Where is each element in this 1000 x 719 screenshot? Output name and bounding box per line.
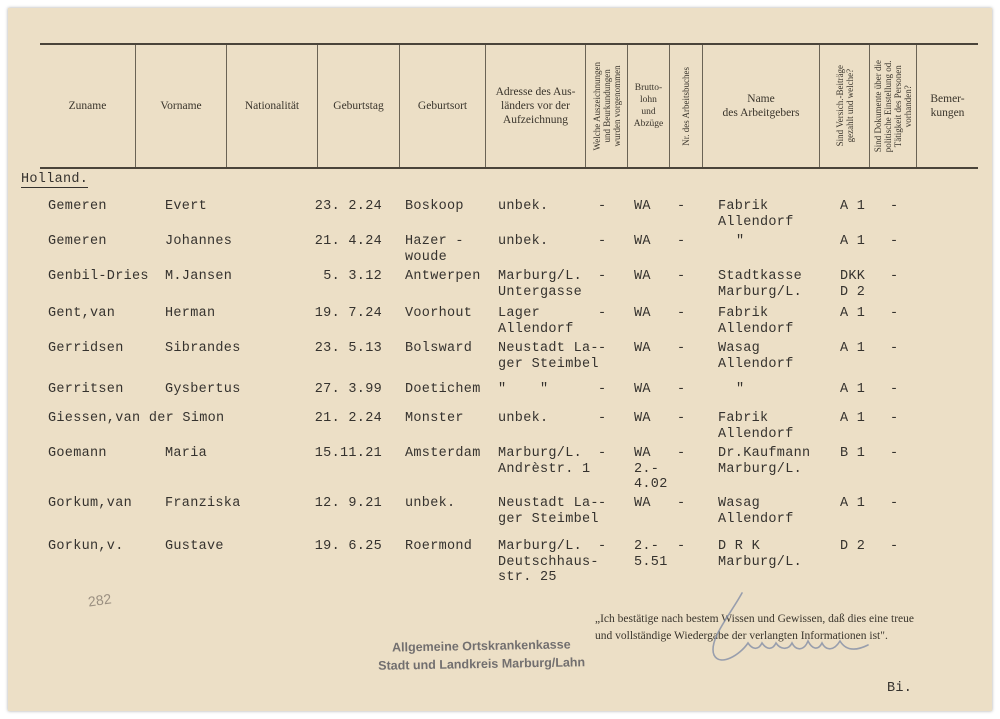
cell-nr: - [677, 199, 686, 214]
cell-brutto: WA [634, 382, 651, 397]
cell-arbeitgeber: Dr.Kaufmann Marburg/L. [718, 446, 811, 477]
header-geburtstag: Geburtstag [317, 45, 399, 167]
cell-geburtsort: Roermond [405, 539, 473, 554]
cell-arbeitgeber: " [736, 234, 745, 249]
cell-brutto: WA [634, 234, 651, 249]
cell-vorname: Maria [165, 446, 208, 461]
cell-geburtstag: 15.11.21 [314, 446, 382, 461]
cell-nr: - [677, 446, 686, 461]
header-dokumente-cell [869, 45, 916, 167]
cell-geburtsort: Antwerpen [405, 269, 481, 284]
cell-ausz: - [598, 341, 607, 356]
header-dokumente: Sind Dokumente über die politische Einstellung od. Tätigkeit des Personen vorhanden? [873, 59, 913, 153]
cell-nr: - [677, 382, 686, 397]
cell-ausz: - [598, 306, 607, 321]
cell-adresse: Neustadt La- ger Steimbel [498, 496, 599, 527]
cell-vorname: Evert [165, 199, 208, 214]
cell-beitrag: DKK D 2 [840, 269, 866, 300]
cell-arbeitgeber: D R K Marburg/L. [718, 539, 803, 570]
cell-arbeitgeber: Fabrik Allendorf [718, 411, 794, 442]
cell-geburtsort: Amsterdam [405, 446, 481, 461]
cell-geburtsort: Monster [405, 411, 464, 426]
cell-adresse: Marburg/L. Deutschhaus- str. 25 [498, 539, 599, 585]
cell-zuname: Giessen,van der Simon [48, 411, 225, 426]
cell-zuname: Goemann [48, 446, 107, 461]
cell-vorname: Herman [165, 306, 216, 321]
cell-geburtstag: 12. 9.21 [314, 496, 382, 511]
pencil-note: 282 [87, 590, 113, 610]
cell-beitrag: A 1 [840, 411, 866, 426]
header-arbeitsbuch: Nr. des Arbeitsbuches [681, 66, 691, 146]
header-beitraege-cell [819, 45, 869, 167]
cell-ausz: - [598, 199, 607, 214]
cell-beitrag: D 2 [840, 539, 866, 554]
cell-adresse: Marburg/L. Andrèstr. 1 [498, 446, 591, 477]
stamp-text: Allgemeine Ortskrankenkasse Stadt und Landkreis Marburg/Lahn [378, 637, 586, 673]
cell-geburtstag: 21. 4.24 [314, 234, 382, 249]
cell-beitrag: B 1 [840, 446, 866, 461]
cell-dok: - [890, 306, 899, 321]
cell-dok: - [890, 411, 899, 426]
cell-dok: - [890, 446, 899, 461]
cell-nr: - [677, 269, 686, 284]
cell-adresse: Marburg/L. Untergasse [498, 269, 583, 300]
cell-vorname: M.Jansen [165, 269, 233, 284]
cell-brutto: WA [634, 269, 651, 284]
cell-arbeitgeber: " [736, 382, 745, 397]
cell-brutto: WA [634, 341, 651, 356]
cell-dok: - [890, 341, 899, 356]
cell-vorname: Sibrandes [165, 341, 241, 356]
cell-dok: - [890, 234, 899, 249]
cell-nr: - [677, 411, 686, 426]
cell-adresse: unbek. [498, 199, 549, 214]
cell-dok: - [890, 496, 899, 511]
signature-icon [700, 585, 890, 675]
cell-arbeitgeber: Fabrik Allendorf [718, 199, 794, 230]
cell-zuname: Gorkun,v. [48, 539, 124, 554]
cell-ausz: - [598, 496, 607, 511]
cell-geburtsort: Doetichem [405, 382, 481, 397]
cell-nr: - [677, 496, 686, 511]
cell-ausz: - [598, 446, 607, 461]
cell-zuname: Gemeren [48, 199, 107, 214]
cell-zuname: Gerridsen [48, 341, 124, 356]
header-arbeitsbuch-cell [669, 45, 702, 167]
header-zuname: Zuname [68, 100, 107, 112]
cell-geburtstag: 19. 6.25 [314, 539, 382, 554]
cell-vorname: Gustave [165, 539, 224, 554]
header-brutto: Brutto- lohn und Abzüge [627, 45, 669, 167]
cell-nr: - [677, 341, 686, 356]
cell-vorname: Johannes [165, 234, 233, 249]
cell-adresse: unbek. [498, 234, 549, 249]
cell-adresse: Neustadt La- ger Steimbel [498, 341, 599, 372]
cell-brutto: WA [634, 411, 651, 426]
cell-dok: - [890, 539, 899, 554]
cell-geburtstag: 23. 2.24 [314, 199, 382, 214]
cell-zuname: Genbil-Dries [48, 269, 149, 284]
cell-vorname: Franziska [165, 496, 241, 511]
table-header [40, 43, 978, 169]
cell-geburtstag: 5. 3.12 [323, 269, 382, 284]
cell-geburtsort: unbek. [405, 496, 456, 511]
cell-brutto: WA [634, 199, 651, 214]
header-adresse: Adresse des Aus- länders vor der Aufzeichnung [485, 45, 585, 167]
header-auszeichnungen: Welche Auszeichnungen und Beurkundungen wurden vorgenommen [591, 61, 622, 151]
cell-ausz: - [598, 234, 607, 249]
cell-adresse: " " [498, 382, 549, 397]
cell-brutto: WA [634, 306, 651, 321]
cell-geburtstag: 27. 3.99 [314, 382, 382, 397]
cell-geburtsort: Hazer - woude [405, 234, 464, 265]
cell-zuname: Gorkum,van [48, 496, 133, 511]
section-label: Holland. [21, 172, 89, 187]
cell-arbeitgeber: Fabrik Allendorf [718, 306, 794, 337]
cell-beitrag: A 1 [840, 382, 866, 397]
cell-ausz: - [598, 269, 607, 284]
cell-arbeitgeber: Wasag Allendorf [718, 341, 794, 372]
cell-geburtstag: 19. 7.24 [314, 306, 382, 321]
cell-arbeitgeber: Stadtkasse Marburg/L. [718, 269, 803, 300]
cell-geburtsort: Boskoop [405, 199, 464, 214]
cell-vorname: Gysbertus [165, 382, 241, 397]
cell-beitrag: A 1 [840, 496, 866, 511]
header-nationalitaet: Nationalität [226, 45, 317, 167]
header-bemerkungen: Bemer- kungen [916, 45, 978, 167]
header-auszeichnungen-cell [585, 45, 627, 167]
cell-geburtsort: Voorhout [405, 306, 473, 321]
cell-arbeitgeber: Wasag Allendorf [718, 496, 794, 527]
cell-adresse: unbek. [498, 411, 549, 426]
cell-nr: - [677, 539, 686, 554]
cell-ausz: - [598, 539, 607, 554]
header-beitraege: Sind Versich.-Beiträge gezahlt und welche? [834, 65, 855, 147]
cell-beitrag: A 1 [840, 234, 866, 249]
insurance-stamp [378, 635, 586, 675]
cell-brutto: WA 2.- 4.02 [634, 446, 668, 492]
cell-dok: - [890, 382, 899, 397]
header-arbeitgeber: Name des Arbeitgebers [702, 45, 819, 167]
cell-ausz: - [598, 382, 607, 397]
cell-geburtsort: Bolsward [405, 341, 473, 356]
cell-ausz: - [598, 411, 607, 426]
cell-beitrag: A 1 [840, 341, 866, 356]
cell-zuname: Gerritsen [48, 382, 124, 397]
header-vorname: Vorname [135, 45, 226, 167]
cell-beitrag: A 1 [840, 306, 866, 321]
header-geburtsort: Geburtsort [399, 45, 485, 167]
cell-geburtstag: 21. 2.24 [314, 411, 382, 426]
cell-brutto: WA [634, 496, 651, 511]
cell-nr: - [677, 306, 686, 321]
cell-nr: - [677, 234, 686, 249]
cell-dok: - [890, 199, 899, 214]
cell-geburtstag: 23. 5.13 [314, 341, 382, 356]
cell-zuname: Gemeren [48, 234, 107, 249]
cell-dok: - [890, 269, 899, 284]
cell-zuname: Gent,van [48, 306, 116, 321]
initials: Bi. [887, 681, 913, 696]
cell-beitrag: A 1 [840, 199, 866, 214]
cell-brutto: 2.- 5.51 [634, 539, 668, 570]
cell-adresse: Lager Allendorf [498, 306, 574, 337]
declaration-text: „Ich bestätige nach bestem Wissen und Gewissen, daß dies eine treue und vollständige Wiedergabe der verlangten Informationen ist". [595, 613, 914, 642]
